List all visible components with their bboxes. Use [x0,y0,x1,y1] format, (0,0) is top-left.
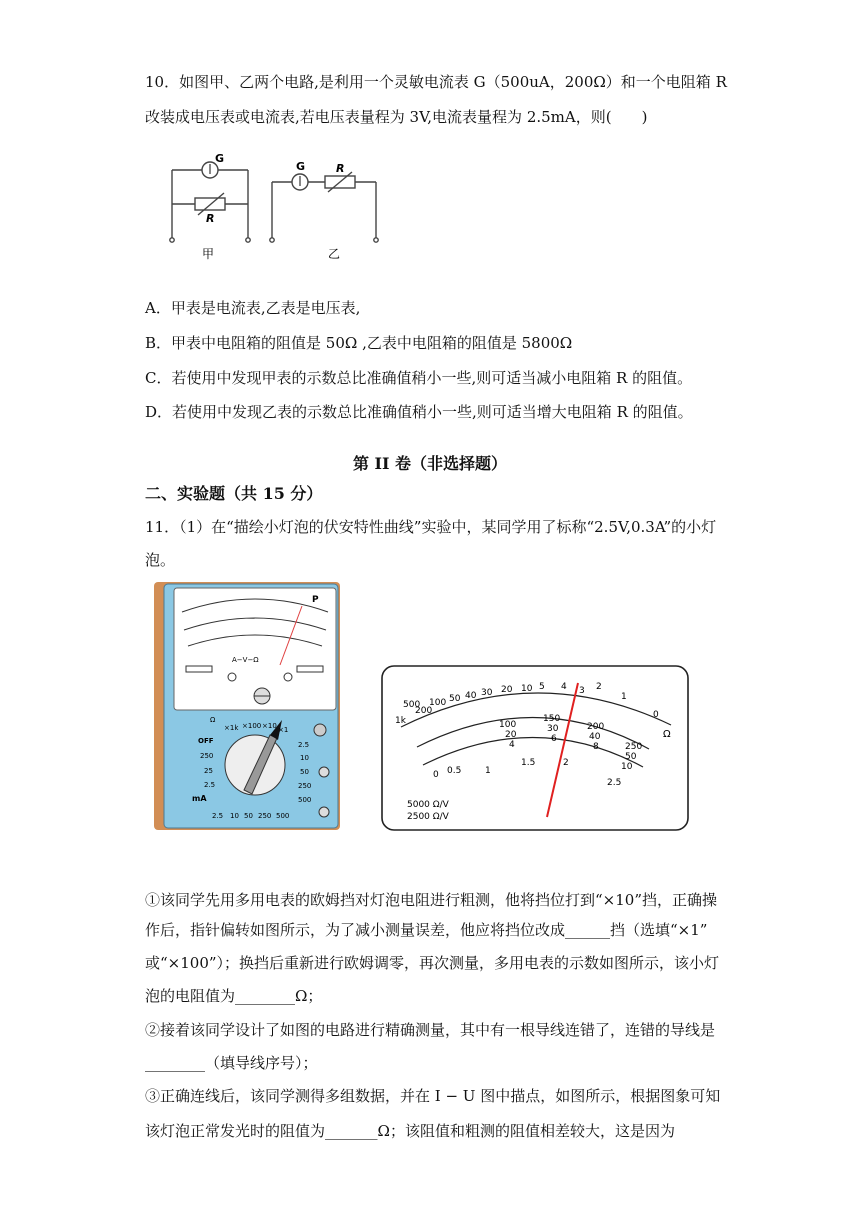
mid1-0: 100 [499,720,517,730]
mid3-0: 4 [509,740,515,750]
low-4: 2 [563,758,569,768]
switch-right-1: 10 [300,754,309,762]
switch-x1: ×1 [278,726,289,734]
ohm-top-5: 40 [465,691,477,701]
q10-line2: 改装成电压表或电流表,若电压表量程为 3V,电流表量程为 2.5mA，则( ) [145,108,648,126]
switch-left-0: 250 [200,752,214,760]
sensitivity-1: 5000 Ω/V [407,800,449,810]
section-heading: 二、实验题（共 15 分） [145,484,323,503]
ohm-top-8: 10 [521,684,533,694]
low-3: 1.5 [521,758,536,768]
mid1-1: 150 [543,714,561,724]
section-title: 第 II 卷（非选择题） [352,454,508,473]
terminal-minus[interactable] [319,807,329,817]
switch-bottom-3: 250 [258,812,272,820]
mid1-3: 250 [625,742,643,752]
switch-left-1: 25 [204,767,213,775]
ohm-top-2: 200 [415,706,433,716]
q11-p3-line1: ③正确连线后，该同学测得多组数据，并在 I − U 图中描点，如图所示，根据图象可知 [145,1087,721,1105]
yi-label: 乙 [328,247,341,261]
q10-line1: 10．如图甲、乙两个电路,是利用一个灵敏电流表 G（500uA，200Ω）和一个电阻箱 R [145,73,727,91]
ohm-top-4: 50 [449,694,461,704]
ohm-top-13: 1 [621,692,627,702]
meter-p-label: P [312,595,319,605]
switch-off: OFF [198,737,214,745]
q10-circuit-figure [160,150,390,265]
terminal-plus[interactable] [319,767,329,777]
ohm-top-0: 1k [395,716,406,726]
ohm-top-7: 20 [501,685,513,695]
low-2: 1 [485,766,491,776]
q11-p1-line3: 或“×100”）；换挡后重新进行欧姆调零，再次测量，多用电表的示数如图所示，该小灯 [145,954,720,972]
switch-left-2: 2.5 [204,781,216,789]
multimeter-figure [152,580,342,832]
q11-p1-line4: 泡的电阻值为________Ω； [145,987,323,1005]
mid2-2: 40 [589,732,601,742]
scale-figure [381,665,691,833]
ohm-top-14: 0 [653,710,659,720]
q10-option-a: A．甲表是电流表,乙表是电压表, [145,299,361,317]
q11-p1-line2: 作后，指针偏转如图所示，为了减小测量误差，他应将挡位改成______挡（选填“×1” [145,921,708,939]
low-1: 0.5 [447,766,462,776]
g2-label: G [296,160,306,173]
switch-bottom-2: 50 [244,812,253,820]
ohm-top-1: 500 [403,700,421,710]
jia-label: 甲 [202,247,215,261]
q11-p3-line2: 该灯泡正常发光时的阻值为_______Ω；该阻值和粗测的阻值相差较大，这是因为 [145,1122,675,1140]
mid2-0: 20 [505,730,517,740]
r1-label: R [206,212,215,225]
mid1-2: 200 [587,722,605,732]
mid3-2: 8 [593,742,599,752]
g1-label: G [215,152,225,165]
low-5: 2.5 [607,778,622,788]
q10-option-b: B．甲表中电阻箱的阻值是 50Ω ,乙表中电阻箱的阻值是 5800Ω [145,334,573,352]
q11-p2-line1: ②接着该同学设计了如图的电路进行精确测量，其中有一根导线连错了，连错的导线是 [145,1021,716,1039]
ohm-top-9: 5 [539,682,545,692]
mid3-1: 6 [551,734,557,744]
mid2-1: 30 [547,724,559,734]
low-0: 0 [433,770,439,780]
switch-right-2: 50 [300,768,309,776]
ohm-top-12: 2 [596,682,602,692]
ohm-top-10: 4 [561,682,567,692]
r2-label: R [336,162,345,175]
switch-ohm-label: Ω [210,716,216,724]
switch-ma: mA [192,794,207,803]
switch-x100: ×100 [242,722,262,730]
switch-right-4: 500 [298,796,312,804]
switch-right-0: 2.5 [298,741,310,749]
switch-right-3: 250 [298,782,312,790]
mid3-3: 10 [621,762,633,772]
ohm-top-11: 3 [579,686,585,696]
circuit-yi [270,172,378,242]
q11-p1-line1: ①该同学先用多用电表的欧姆挡对灯泡电阻进行粗测，他将挡位打到“×10”挡，正确操 [145,891,717,909]
switch-bottom-1: 10 [230,812,239,820]
ohm-top-3: 100 [429,698,447,708]
switch-bottom-4: 500 [276,812,290,820]
q11-p2-line2: ________（填导线序号）； [145,1054,318,1072]
q10-option-d: D．若使用中发现乙表的示数总比准确值稍小一些,则可适当增大电阻箱 R 的阻值。 [145,403,693,421]
mid2-3: 50 [625,752,637,762]
switch-x10: ×10 [262,722,277,730]
q11-line1: 11．（1）在“描绘小灯泡的伏安特性曲线”实验中，某同学用了标称“2.5V,0.3A”的小灯 [145,518,717,536]
ohm-top-6: 30 [481,688,493,698]
q11-line2: 泡。 [145,551,176,569]
meter-dial-small-label: A−V−Ω [232,656,259,664]
sensitivity-2: 2500 Ω/V [407,812,449,822]
switch-bottom-0: 2.5 [212,812,224,820]
q10-option-c: C．若使用中发现甲表的示数总比准确值稍小一些,则可适当减小电阻箱 R 的阻值。 [145,369,693,387]
circuit-jia [170,162,250,242]
scale-ohm-symbol: Ω [663,729,671,740]
switch-x1k: ×1k [224,724,239,732]
